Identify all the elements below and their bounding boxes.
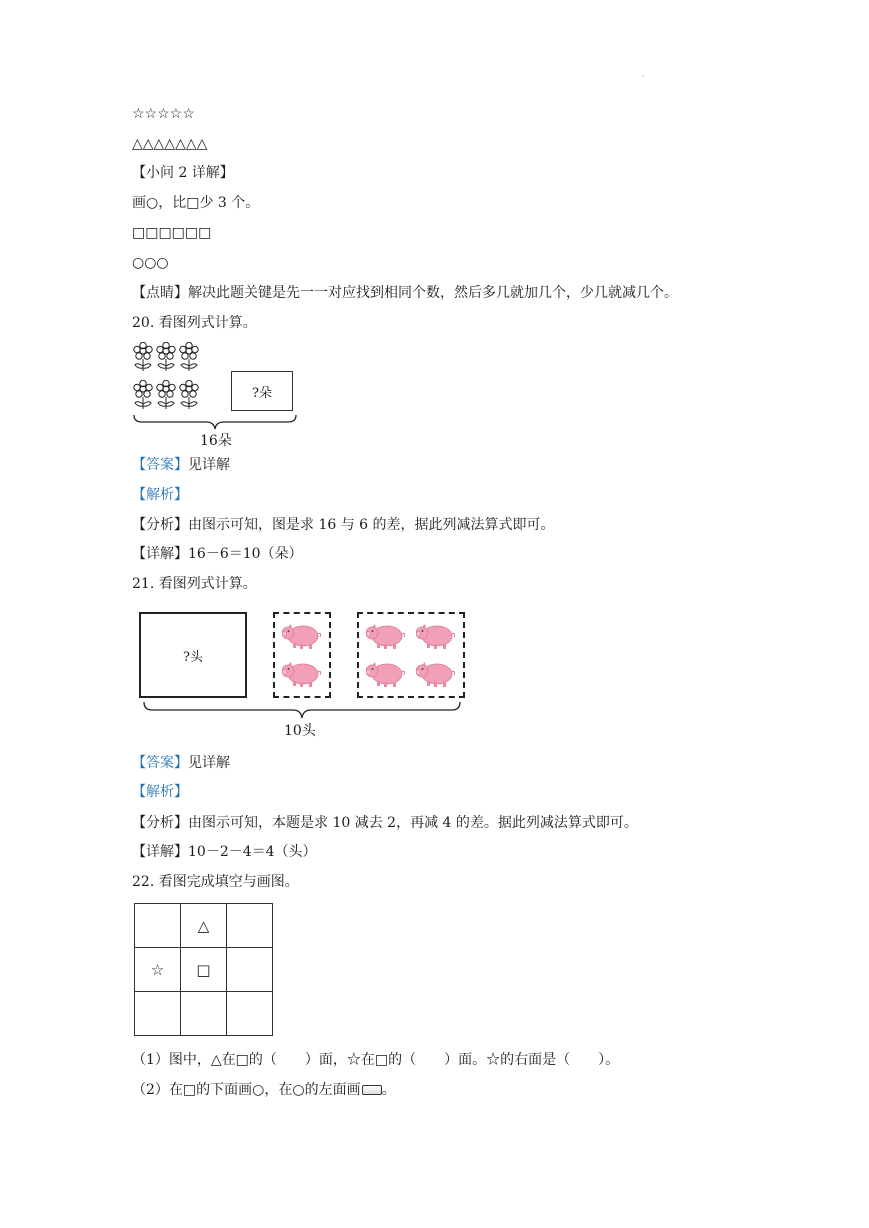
flower-icon <box>132 342 154 372</box>
grid-cell <box>227 992 273 1036</box>
q22-title: 22. 看图完成填空与画图。 <box>132 874 299 890</box>
q20-xiangjie: 【详解】16－6＝10（朵） <box>132 546 303 562</box>
grid-cell: □ <box>181 948 227 992</box>
circles-row: ○○○ <box>132 255 169 271</box>
pig-icon <box>416 622 456 650</box>
q22-sub2 <box>132 1080 396 1100</box>
grid-cell <box>227 948 273 992</box>
grid-cell: △ <box>181 904 227 948</box>
q20-answer <box>132 455 230 475</box>
position-grid <box>134 903 273 1036</box>
brace-icon <box>142 698 464 720</box>
flower-icon <box>178 342 200 372</box>
triangles-row: △△△△△△△ <box>132 136 208 152</box>
pig-icon <box>366 622 406 650</box>
flower-icon <box>132 380 154 410</box>
q20-figure <box>132 342 302 452</box>
pig-icon <box>282 660 322 688</box>
q20-title: 20. 看图列式计算。 <box>132 315 257 331</box>
rectangle-icon <box>362 1085 382 1095</box>
grid-cell <box>181 992 227 1036</box>
flower-icon <box>155 380 177 410</box>
grid-cell <box>227 904 273 948</box>
q2-heading: 【小问 2 详解】 <box>132 165 234 181</box>
answer-tag: 【答案】 <box>132 755 188 771</box>
grid-cell <box>135 992 181 1036</box>
unknown-box <box>139 612 247 698</box>
q21-xiangjie: 【详解】10－2－4＝4（头） <box>132 844 317 860</box>
q21-title: 21. 看图列式计算。 <box>132 576 257 592</box>
dianjing-text: 【点睛】解决此题关键是先一一对应找到相同个数，然后多几就加几个，少几就减几个。 <box>132 285 678 301</box>
q22-sub2-text: （2）在□的下面画○，在○的左面画 <box>132 1082 361 1098</box>
q21-fenxi: 【分析】由图示可知，本题是求 10 减去 2，再减 4 的差。据此列减法算式即可。 <box>132 815 638 831</box>
unknown-label: ?朵 <box>252 385 272 401</box>
flower-icon <box>155 342 177 372</box>
q20-analysis-tag: 【解析】 <box>132 487 188 503</box>
grid-cell <box>135 904 181 948</box>
squares-row: □□□□□□ <box>132 225 212 241</box>
q22-sub1: （1）图中，△在□的（ ）面，☆在□的（ ）面。☆的右面是（ ）。 <box>132 1052 620 1068</box>
header-mark: · <box>642 72 645 81</box>
total-label: 10头 <box>284 723 316 739</box>
answer-text: 见详解 <box>188 457 230 473</box>
total-label: 16朵 <box>200 433 232 449</box>
pig-icon <box>366 660 406 688</box>
pig-icon <box>282 622 322 650</box>
answer-tag: 【答案】 <box>132 457 188 473</box>
q21-analysis-tag: 【解析】 <box>132 784 188 800</box>
flower-icon <box>178 380 200 410</box>
answer-text: 见详解 <box>188 755 230 771</box>
q2-text: 画○，比□少 3 个。 <box>132 195 260 211</box>
pig-icon <box>416 660 456 688</box>
grid-cell: ☆ <box>135 948 181 992</box>
q22-sub2-end: 。 <box>381 1082 396 1098</box>
brace-icon <box>132 414 298 430</box>
unknown-box <box>231 371 293 411</box>
unknown-label: ?头 <box>183 649 203 665</box>
q21-answer <box>132 753 230 773</box>
stars-row: ☆☆☆☆☆ <box>132 106 195 122</box>
q21-figure <box>136 610 476 740</box>
q20-fenxi: 【分析】由图示可知，图是求 16 与 6 的差，据此列减法算式即可。 <box>132 517 555 533</box>
